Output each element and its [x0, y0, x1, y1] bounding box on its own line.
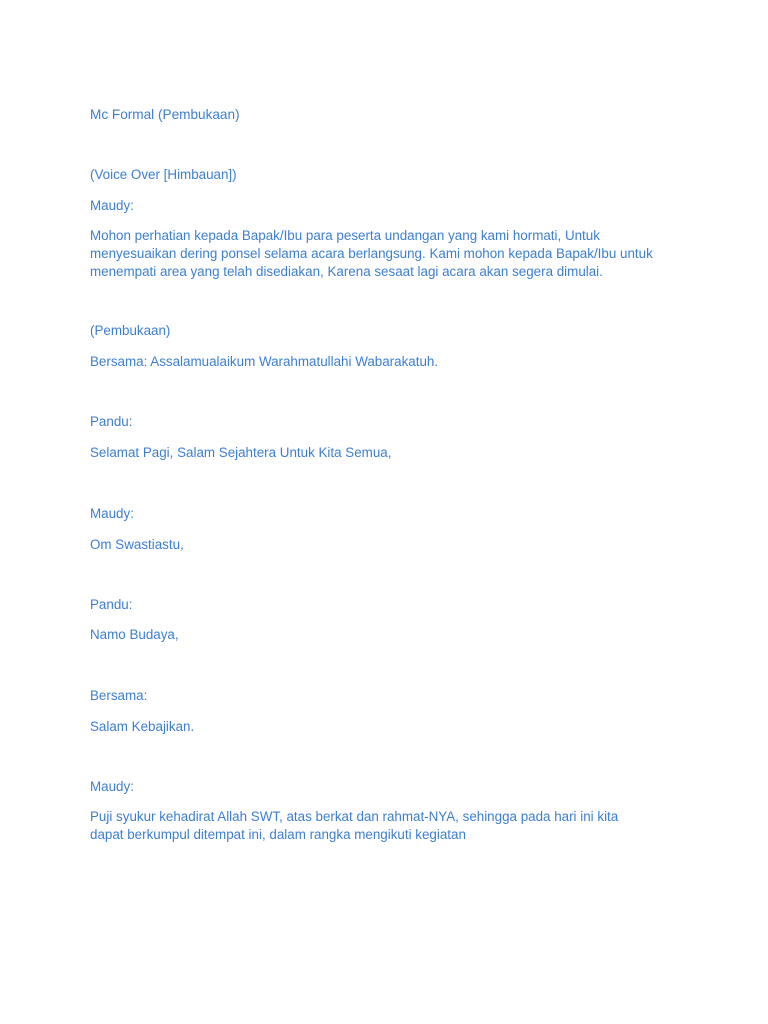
speaker-label: Pandu:: [90, 597, 133, 612]
dialogue-line: Selamat Pagi, Salam Sejahtera Untuk Kita Semua,: [90, 445, 392, 460]
dialogue-line: Salam Kebajikan.: [90, 719, 195, 734]
speaker-label: Bersama:: [90, 688, 148, 703]
speaker-label: Maudy:: [90, 779, 134, 794]
dialogue-line: Bersama: Assalamualaikum Warahmatullahi Wabarakatuh.: [90, 354, 439, 369]
speaker-label: Pandu:: [90, 414, 133, 429]
document-title: Mc Formal (Pembukaan): [90, 107, 240, 122]
section-opening: (Pembukaan): [90, 323, 171, 338]
dialogue-line: Om Swastiastu,: [90, 537, 184, 552]
speaker-label: Maudy:: [90, 198, 134, 213]
dialogue-line: Namo Budaya,: [90, 627, 179, 642]
speaker-label: Maudy:: [90, 506, 134, 521]
section-voice-over: (Voice Over [Himbauan]): [90, 167, 237, 182]
paragraph-gratitude: Puji syukur kehadirat Allah SWT, atas berkat dan rahmat-NYA, sehingga pada hari ini kita dapat berkumpul ditempat ini, dalam rangka mengikuti kegiatan: [90, 809, 619, 842]
paragraph-announcement: Mohon perhatian kepada Bapak/Ibu para peserta undangan yang kami hormati, Untuk menyesuaikan dering ponsel selama acara berlangsung. Kami mohon kepada Bapak/Ibu untuk menempati area yang telah disediakan, Karena sesaat lagi acara akan segera dimulai.: [90, 228, 653, 279]
